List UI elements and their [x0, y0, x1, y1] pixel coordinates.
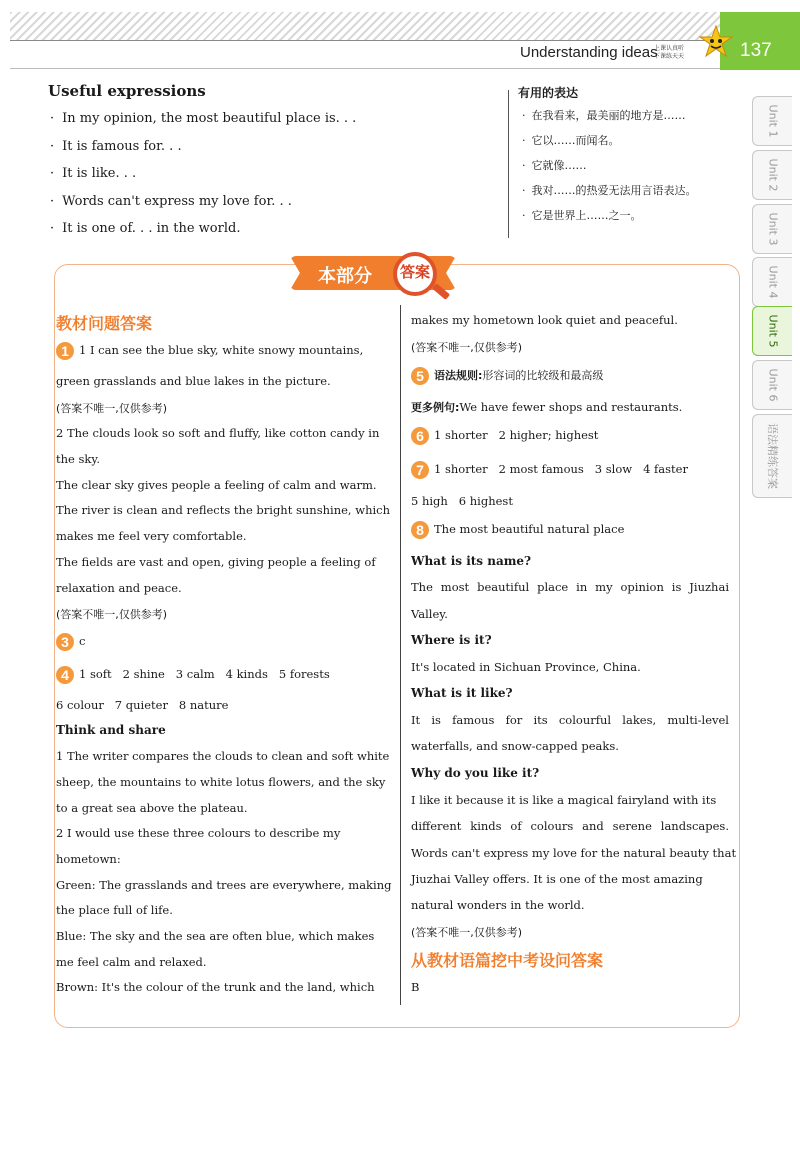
textbook-answers-title: 教材问题答案 — [56, 314, 153, 333]
side-tab-label: 语法精练答案 — [765, 423, 779, 489]
answer-note: (答案不唯一,仅供参考) — [411, 341, 523, 354]
header-hatch-band — [10, 12, 720, 40]
side-tab-unit-3[interactable] — [752, 204, 792, 254]
banner-label: 本部分 — [318, 266, 372, 287]
side-tab-grammar-answers[interactable] — [752, 414, 792, 498]
answer-text: The most beautiful natural place — [434, 522, 625, 536]
list-item: · 它就像…… — [522, 156, 697, 181]
continued-line: makes my hometown look quiet and peaceful. — [411, 313, 678, 327]
answer-text: 1 shorter 2 most famous 3 slow 4 faster — [434, 462, 688, 476]
think-line-7: the place full of life. — [56, 903, 173, 917]
header-slogan-line1: 上课认真听 — [654, 45, 685, 52]
think-line-10: Brown: It's the colour of the trunk and the land, which — [56, 980, 375, 994]
grammar-rule-label: 语法规则: — [434, 369, 483, 382]
answer-5 — [411, 367, 603, 385]
answer-1-2-line-7: relaxation and peace. — [56, 581, 182, 595]
useful-expressions-list — [50, 108, 356, 246]
list-item: · It is famous for. . . — [50, 136, 356, 164]
answer-4-line-1 — [56, 666, 330, 684]
question-number-badge: 4 — [56, 666, 74, 684]
question-number-badge: 1 — [56, 342, 74, 360]
answer-why-line-4: Jiuzhai Valley offers. It is one of the most amazing — [411, 872, 703, 886]
answer-like-line-2: waterfalls, and snow-capped peaks. — [411, 739, 619, 753]
think-line-9: me feel calm and relaxed. — [56, 955, 207, 969]
expressions-divider — [508, 90, 509, 238]
answer-where: It's located in Sichuan Province, China. — [411, 660, 641, 674]
side-tab-label: Unit 1 — [766, 104, 779, 138]
more-examples-text: We have fewer shops and restaurants. — [459, 400, 683, 414]
side-tab-unit-1[interactable] — [752, 96, 792, 146]
question-heading-why: Why do you like it? — [411, 766, 540, 780]
think-line-1: 1 The writer compares the clouds to clean and soft white — [56, 749, 390, 763]
answer-7-line-2: 5 high 6 highest — [411, 494, 513, 508]
think-line-2: sheep, the mountains to white lotus flowers, and the sky — [56, 775, 386, 789]
side-tab-unit-6[interactable] — [752, 360, 792, 410]
answer-4-line-2: 6 colour 7 quieter 8 nature — [56, 698, 229, 712]
banner-magnifier-label: 答案 — [399, 263, 430, 281]
list-item: · It is one of. . . in the world. — [50, 218, 356, 246]
section-title: Understanding ideas — [520, 44, 658, 61]
answer-text: 1 shorter 2 higher; highest — [434, 428, 599, 442]
list-item: · 在我看来，最美丽的地方是…… — [522, 106, 697, 131]
list-item: · 我对……的热爱无法用言语表达。 — [522, 181, 697, 206]
answer-text: c — [79, 634, 86, 648]
list-item: · Words can't express my love for. . . — [50, 191, 356, 219]
chinese-expressions-list — [522, 106, 697, 231]
think-and-share-title: Think and share — [56, 723, 166, 737]
list-item: · 它以……而闻名。 — [522, 131, 697, 156]
answer-banner — [290, 250, 460, 302]
question-heading-like: What is it like? — [411, 686, 513, 700]
header-rule-lower — [10, 68, 720, 69]
side-tab-label: Unit 2 — [766, 158, 779, 192]
header-slogan — [654, 45, 684, 61]
more-examples-label: 更多例句: — [411, 401, 460, 414]
answer-3 — [56, 633, 85, 651]
answer-note: (答案不唯一,仅供参考) — [56, 402, 168, 415]
think-line-3: to a great sea above the plateau. — [56, 801, 248, 815]
question-number-badge: 3 — [56, 633, 74, 651]
answer-7-line-1 — [411, 461, 688, 479]
side-tab-label: Unit 6 — [766, 368, 779, 402]
answer-1-line-2: green grasslands and blue lakes in the picture. — [56, 374, 331, 388]
header-rule — [10, 40, 720, 41]
exam-answer: B — [411, 980, 420, 994]
answer-1-2-line-2: the sky. — [56, 452, 100, 466]
exam-question-title: 从教材语篇挖中考设问答案 — [411, 951, 604, 970]
think-line-6: Green: The grasslands and trees are everywhere, making — [56, 878, 392, 892]
think-line-5: hometown: — [56, 852, 121, 866]
question-heading-where: Where is it? — [411, 633, 492, 647]
question-number-badge: 7 — [411, 461, 429, 479]
answer-1-2-line-1: 2 The clouds look so soft and fluffy, like cotton candy in — [56, 426, 380, 440]
side-tab-unit-5[interactable] — [752, 306, 792, 356]
answer-6 — [411, 427, 598, 445]
list-item: · 它是世界上……之一。 — [522, 206, 697, 231]
answer-name-line-2: Valley. — [411, 607, 448, 621]
side-tab-label: Unit 5 — [766, 314, 779, 348]
question-number-badge: 5 — [411, 367, 429, 385]
list-item: · It is like. . . — [50, 163, 356, 191]
answer-1-2-line-3: The clear sky gives people a feeling of calm and warm. — [56, 478, 377, 492]
answer-why-line-1: I like it because it is like a magical fairyland with its — [411, 793, 717, 807]
answer-why-line-3: Words can't express my love for the natural beauty that — [411, 846, 737, 860]
answer-note: (答案不唯一,仅供参考) — [411, 926, 523, 939]
answer-note: (答案不唯一,仅供参考) — [56, 608, 168, 621]
star-mascot-icon — [698, 24, 734, 60]
useful-expressions-title: Useful expressions — [48, 82, 206, 100]
answer-like-line-1: It is famous for its colourful lakes, multi-level — [411, 713, 729, 727]
side-tab-unit-4[interactable] — [752, 257, 792, 307]
answer-8 — [411, 521, 624, 539]
more-examples — [411, 399, 682, 415]
answer-1-2-line-4: The river is clean and reflects the bright sunshine, which — [56, 503, 390, 517]
side-tab-unit-2[interactable] — [752, 150, 792, 200]
grammar-rule-text: 形容词的比较级和最高级 — [482, 369, 604, 382]
question-heading-name: What is its name? — [411, 554, 532, 568]
side-tab-label: Unit 3 — [766, 212, 779, 246]
answer-1-2-line-6: The fields are vast and open, giving people a feeling of — [56, 555, 376, 569]
list-item: · In my opinion, the most beautiful place is. . . — [50, 108, 356, 136]
answer-1-2-line-5: makes me feel very comfortable. — [56, 529, 247, 543]
question-number-badge: 8 — [411, 521, 429, 539]
page-number: 137 — [740, 40, 772, 61]
answer-text: 1 soft 2 shine 3 calm 4 kinds 5 forests — [79, 667, 330, 681]
question-number-badge: 6 — [411, 427, 429, 445]
think-line-4: 2 I would use these three colours to describe my — [56, 826, 341, 840]
chinese-expressions-title: 有用的表达 — [518, 86, 579, 100]
answer-text: 1 I can see the blue sky, white snowy mountains, — [79, 343, 364, 357]
answer-1-line-1 — [56, 342, 363, 360]
header-slogan-line2: 下课练天天 — [654, 53, 685, 60]
side-tab-label: Unit 4 — [766, 265, 779, 299]
column-divider — [400, 305, 401, 1005]
answer-name-line-1: The most beautiful place in my opinion is Jiuzhai — [411, 580, 729, 594]
answer-why-line-2: different kinds of colours and serene landscapes. — [411, 819, 729, 833]
think-line-8: Blue: The sky and the sea are often blue, which makes — [56, 929, 375, 943]
answer-why-line-5: natural wonders in the world. — [411, 898, 585, 912]
